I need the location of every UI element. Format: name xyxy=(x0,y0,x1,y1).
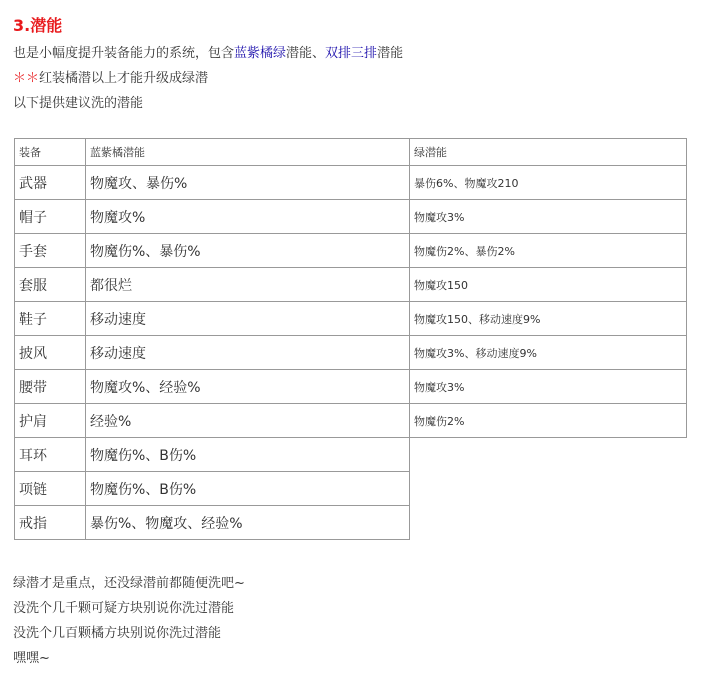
green-potential-cell: 暴伤6%、物魔攻210 xyxy=(410,166,687,200)
table-row xyxy=(15,234,687,268)
table-row xyxy=(15,404,687,438)
potential-table xyxy=(14,138,687,540)
lead-line: 以下提供建议洗的潜能 xyxy=(13,96,144,111)
section-title: 3.潜能 xyxy=(13,16,63,35)
blue-potential-cell: 物魔伤%、B伤% xyxy=(86,472,410,506)
empty-cell xyxy=(410,438,687,472)
empty-cell xyxy=(410,472,687,506)
blue-potential-cell: 都很烂 xyxy=(86,268,410,302)
footer-line-3: 没洗个几百颗橘方块别说你洗过潜能 xyxy=(13,626,222,641)
intro-suffix: 潜能 xyxy=(377,46,404,61)
blue-potential-cell: 经验% xyxy=(86,404,410,438)
table-row xyxy=(15,302,687,336)
equipment-cell: 套服 xyxy=(15,268,86,302)
header-equipment: 装备 xyxy=(15,139,86,166)
intro-line xyxy=(13,42,403,61)
footer-line-2: 没洗个几千颗可疑方块别说你洗过潜能 xyxy=(13,601,235,616)
link-double-triple-row[interactable]: 双排三排 xyxy=(325,46,378,61)
table-row xyxy=(15,506,687,540)
table-row xyxy=(15,268,687,302)
table-row xyxy=(15,472,687,506)
intro-prefix: 也是小幅度提升装备能力的系统，包含 xyxy=(13,46,235,61)
table-row xyxy=(15,370,687,404)
green-potential-cell: 物魔伤2%、暴伤2% xyxy=(410,234,687,268)
footer-line-4: 嘿嘿~ xyxy=(13,651,50,666)
equipment-cell: 耳环 xyxy=(15,438,86,472)
blue-potential-cell: 暴伤%、物魔攻、经验% xyxy=(86,506,410,540)
equipment-cell: 披风 xyxy=(15,336,86,370)
table-header-row xyxy=(15,139,687,166)
blue-potential-cell: 物魔伤%、B伤% xyxy=(86,438,410,472)
equipment-cell: 戒指 xyxy=(15,506,86,540)
green-potential-cell: 物魔攻3% xyxy=(410,200,687,234)
table-row xyxy=(15,166,687,200)
equipment-cell: 鞋子 xyxy=(15,302,86,336)
table-row xyxy=(15,200,687,234)
header-green-potential: 绿潜能 xyxy=(410,139,687,166)
blue-potential-cell: 物魔攻、暴伤% xyxy=(86,166,410,200)
equipment-cell: 项链 xyxy=(15,472,86,506)
blue-potential-cell: 移动速度 xyxy=(86,336,410,370)
green-potential-cell: 物魔攻150 xyxy=(410,268,687,302)
table-row xyxy=(15,438,687,472)
blue-potential-cell: 物魔攻%、经验% xyxy=(86,370,410,404)
empty-cell xyxy=(410,506,687,540)
table-row xyxy=(15,336,687,370)
blue-potential-cell: 物魔攻% xyxy=(86,200,410,234)
equipment-cell: 手套 xyxy=(15,234,86,268)
equipment-cell: 帽子 xyxy=(15,200,86,234)
green-potential-cell: 物魔攻3%、移动速度9% xyxy=(410,336,687,370)
intro-mid: 潜能、 xyxy=(286,46,326,61)
green-potential-cell: 物魔伤2% xyxy=(410,404,687,438)
footer-line-1: 绿潜才是重点，还没绿潜前都随便洗吧~ xyxy=(13,576,245,591)
note-line xyxy=(13,67,208,86)
green-potential-cell: 物魔攻150、移动速度9% xyxy=(410,302,687,336)
link-blue-purple-orange-green[interactable]: 蓝紫橘绿 xyxy=(234,46,287,61)
note-stars: ＊＊ xyxy=(13,71,40,86)
green-potential-cell: 物魔攻3% xyxy=(410,370,687,404)
equipment-cell: 腰带 xyxy=(15,370,86,404)
blue-potential-cell: 物魔伤%、暴伤% xyxy=(86,234,410,268)
blue-potential-cell: 移动速度 xyxy=(86,302,410,336)
equipment-cell: 护肩 xyxy=(15,404,86,438)
note-text: 红装橘潜以上才能升级成绿潜 xyxy=(39,71,209,86)
header-blue-potential: 蓝紫橘潜能 xyxy=(86,139,410,166)
equipment-cell: 武器 xyxy=(15,166,86,200)
